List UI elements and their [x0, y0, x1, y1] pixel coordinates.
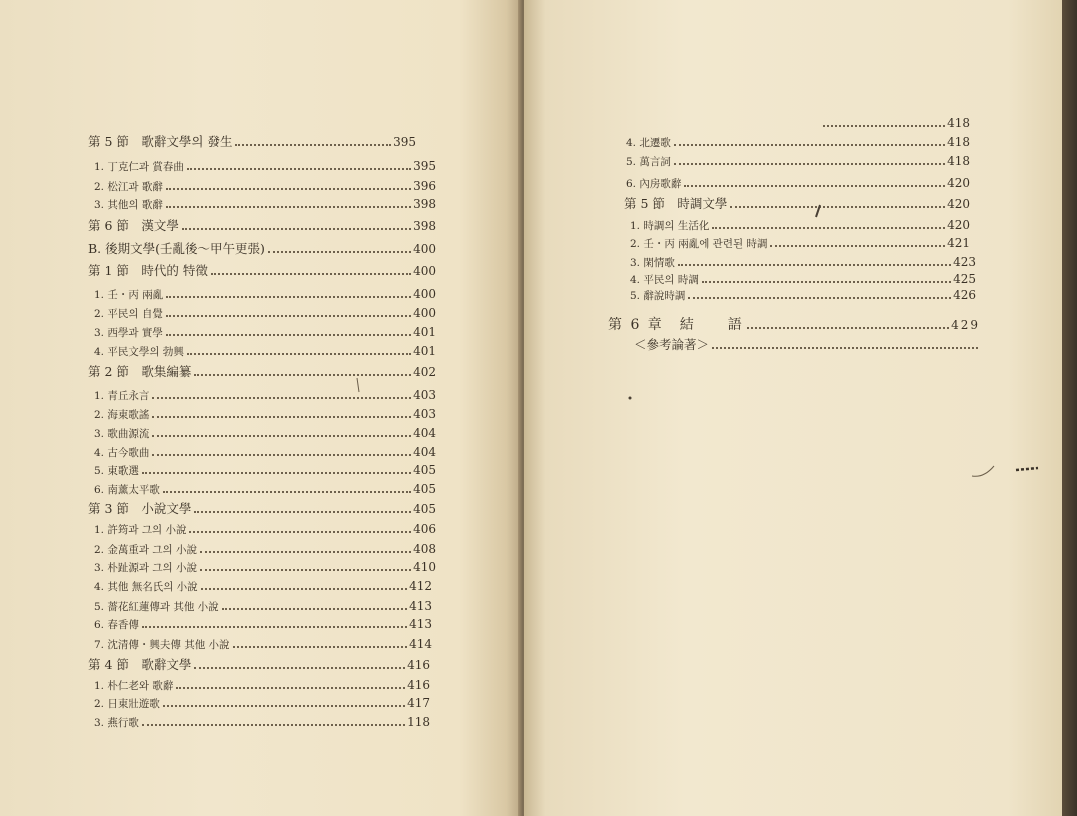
toc-leader	[233, 646, 408, 648]
toc-entry-label: ＜參考論著＞	[634, 337, 710, 352]
toc-entry	[94, 615, 432, 633]
toc-entry-label: 5. 薔花紅蓮傳과 其他 小說	[94, 601, 219, 613]
toc-entry-label: 6. 春香傳	[94, 619, 139, 631]
toc-leader	[678, 264, 951, 266]
toc-entry-label: 5. 東歌選	[94, 465, 139, 477]
toc-entry	[630, 286, 976, 304]
toc-leader	[163, 705, 405, 707]
toc-entry-label: 1. 時調의 生活化	[630, 220, 710, 232]
toc-entry	[94, 285, 436, 303]
toc-entry	[94, 558, 436, 576]
toc-entry-label: 4. 其他 無名氏의 小說	[94, 581, 198, 593]
toc-page-number: 404	[413, 445, 436, 459]
toc-entry	[94, 676, 430, 694]
toc-entry	[626, 174, 970, 192]
toc-page-number: 405	[413, 463, 436, 477]
toc-entry-label: 2. 海東歌謠	[94, 409, 150, 421]
toc-entry	[94, 177, 436, 195]
toc-entry-label: 第 2 節 歌集編纂	[88, 364, 192, 379]
toc-leader	[268, 251, 411, 253]
toc-entry-label: 1. 朴仁老와 歌辭	[94, 680, 174, 692]
toc-page-number: 410	[413, 560, 436, 574]
toc-leader	[152, 435, 411, 437]
toc-page-number: 423	[953, 255, 976, 269]
toc-page-number: 420	[947, 176, 970, 190]
toc-entry-label: 第 5 節 時調文學	[624, 196, 728, 211]
toc-page-number: 416	[407, 658, 430, 672]
toc-leader	[194, 374, 411, 376]
toc-page-number: 405	[413, 482, 436, 496]
toc-page-number: 405	[413, 502, 436, 516]
toc-entry	[88, 240, 436, 258]
toc-page-number: 400	[413, 242, 436, 256]
toc-leader	[201, 588, 407, 590]
toc-leader	[712, 347, 978, 349]
toc-leader	[194, 667, 405, 669]
toc-page-number: 426	[953, 288, 976, 302]
toc-entry	[94, 520, 436, 538]
toc-page-number: 396	[413, 179, 436, 193]
toc-entry-label: 第 6 節 漢文學	[88, 218, 179, 233]
toc-leader	[152, 397, 411, 399]
toc-leader	[176, 687, 405, 689]
toc-entry-label: 2. 壬・丙 兩亂에 관련된 時調	[630, 238, 768, 250]
toc-entry-label: 3. 其他의 歌辭	[94, 199, 163, 211]
toc-leader	[235, 144, 391, 146]
toc-page-number: 400	[413, 287, 436, 301]
toc-leader	[200, 569, 411, 571]
toc-entry	[94, 540, 436, 558]
toc-entry-label: 6. 內房歌辭	[626, 178, 682, 190]
toc-entry-label: 第 6 章 結 語	[608, 317, 744, 333]
toc-leader	[166, 334, 411, 336]
toc-entry	[94, 323, 436, 341]
toc-entry	[94, 304, 436, 322]
toc-entry-label: 2. 日東壯遊歌	[94, 698, 160, 710]
toc-entry	[624, 195, 970, 213]
toc-entry	[94, 461, 436, 479]
toc-entry	[88, 133, 416, 151]
toc-entry-label: 1. 許筠과 그의 小說	[94, 524, 187, 536]
toc-page-number: 421	[947, 236, 970, 250]
toc-leader	[166, 188, 411, 190]
toc-entry	[634, 336, 980, 354]
toc-leader	[194, 511, 411, 513]
toc-page-number: 398	[413, 219, 436, 233]
toc-leader	[222, 608, 407, 610]
toc-entry	[88, 656, 430, 674]
toc-entry-label: 3. 歌曲源流	[94, 428, 150, 440]
toc-leader	[684, 185, 945, 187]
toc-page-number: 425	[953, 272, 976, 286]
toc-leader	[166, 315, 411, 317]
toc-entry-label: 4. 平民文學의 勃興	[94, 346, 184, 358]
toc-page-number: 414	[409, 637, 432, 651]
toc-entry-label: 第 4 節 歌辭文學	[88, 657, 192, 672]
toc-entry	[94, 405, 436, 423]
toc-page-number: 418	[947, 135, 970, 149]
toc-leader	[189, 531, 411, 533]
toc-page-number: 118	[407, 715, 430, 729]
toc-page-number: 403	[413, 388, 436, 402]
book-edge	[1062, 0, 1077, 816]
toc-leader	[166, 296, 411, 298]
toc-entry-label: 3. 朴趾源과 그의 小說	[94, 562, 197, 574]
toc-page-number: 416	[407, 678, 430, 692]
toc-entry	[94, 386, 436, 404]
toc-entry	[630, 253, 976, 271]
toc-page-number: 401	[413, 325, 436, 339]
toc-entry-label: 3. 燕行歌	[94, 717, 139, 729]
toc-page-number: 413	[409, 617, 432, 631]
toc-page-number: 429	[951, 318, 980, 332]
toc-entry-label: 2. 金萬重과 그의 小說	[94, 544, 197, 556]
toc-page-number: 401	[413, 344, 436, 358]
toc-entry-label: 5. 辭說時調	[630, 290, 686, 302]
toc-entry	[94, 694, 430, 712]
toc-page-number: 400	[413, 306, 436, 320]
toc-leader	[187, 353, 411, 355]
toc-page-number: 395	[413, 159, 436, 173]
toc-page-number: 412	[409, 579, 432, 593]
toc-page-number: 408	[413, 542, 436, 556]
toc-leader	[702, 281, 951, 283]
toc-entry	[94, 424, 436, 442]
toc-entry	[94, 195, 436, 213]
toc-page-number: 413	[409, 599, 432, 613]
toc-leader	[166, 206, 411, 208]
toc-entry-label: 1. 丁克仁과 賞春曲	[94, 161, 184, 173]
toc-page-number: 417	[407, 696, 430, 710]
toc-entry	[820, 114, 970, 132]
toc-entry-label: 7. 沈清傳・興夫傳 其他 小說	[94, 639, 230, 651]
toc-leader	[142, 724, 405, 726]
toc-entry	[94, 157, 436, 175]
right-page	[524, 0, 1062, 816]
toc-leader	[730, 206, 945, 208]
toc-page-number: 403	[413, 407, 436, 421]
toc-leader	[200, 551, 411, 553]
toc-leader	[674, 163, 945, 165]
toc-entry-label: 第 3 節 小說文學	[88, 501, 192, 516]
toc-entry-label: 6. 南薰太平歌	[94, 484, 160, 496]
toc-entry	[94, 342, 436, 360]
toc-leader	[163, 491, 411, 493]
toc-page-number: 395	[393, 135, 416, 149]
toc-entry	[88, 500, 436, 518]
toc-entry	[88, 363, 436, 381]
toc-entry-label: 1. 壬・丙 兩亂	[94, 289, 164, 301]
toc-entry	[94, 713, 430, 731]
toc-entry-label: B. 後期文學(壬亂後～甲午更張)	[88, 241, 265, 256]
toc-entry	[94, 577, 432, 595]
toc-entry	[626, 133, 970, 151]
toc-entry-label: 4. 古今歌曲	[94, 447, 150, 459]
toc-entry-label: 第 1 節 時代的 特徵	[88, 263, 208, 278]
toc-entry	[608, 316, 980, 334]
toc-entry	[626, 152, 970, 170]
toc-entry	[88, 262, 436, 280]
toc-page-number: 398	[413, 197, 436, 211]
toc-leader	[747, 327, 949, 329]
toc-entry	[94, 443, 436, 461]
toc-leader	[823, 125, 945, 127]
toc-entry-label: 3. 西學과 實學	[94, 327, 163, 339]
toc-page-number: 404	[413, 426, 436, 440]
toc-entry	[94, 480, 436, 498]
toc-page-number: 420	[947, 197, 970, 211]
toc-entry-label: 5. 萬言詞	[626, 156, 671, 168]
toc-entry-label: 1. 青丘永言	[94, 390, 150, 402]
toc-entry-label: 4. 平民의 時調	[630, 274, 699, 286]
toc-page-number: 418	[947, 116, 970, 130]
toc-entry	[94, 635, 432, 653]
toc-leader	[142, 626, 407, 628]
toc-entry-label: 2. 平民의 自覺	[94, 308, 163, 320]
toc-entry-label: 3. 閑情歌	[630, 257, 675, 269]
toc-leader	[152, 416, 411, 418]
toc-leader	[142, 472, 411, 474]
toc-leader	[152, 454, 411, 456]
toc-leader	[770, 245, 945, 247]
toc-leader	[688, 297, 951, 299]
toc-leader	[211, 273, 411, 275]
toc-entry-label: 第 5 節 歌辭文學의 發生	[88, 134, 233, 149]
toc-page-number: 402	[413, 365, 436, 379]
toc-leader	[712, 227, 945, 229]
toc-leader	[182, 228, 411, 230]
toc-leader	[674, 144, 945, 146]
toc-entry	[88, 217, 436, 235]
toc-entry	[630, 216, 970, 234]
toc-entry-label: 2. 松江과 歌辭	[94, 181, 163, 193]
toc-entry	[630, 234, 970, 252]
toc-entry-label: 4. 北遷歌	[626, 137, 671, 149]
toc-page-number: 418	[947, 154, 970, 168]
toc-entry	[94, 597, 432, 615]
toc-leader	[187, 168, 411, 170]
toc-page-number: 420	[947, 218, 970, 232]
toc-page-number: 400	[413, 264, 436, 278]
toc-page-number: 406	[413, 522, 436, 536]
